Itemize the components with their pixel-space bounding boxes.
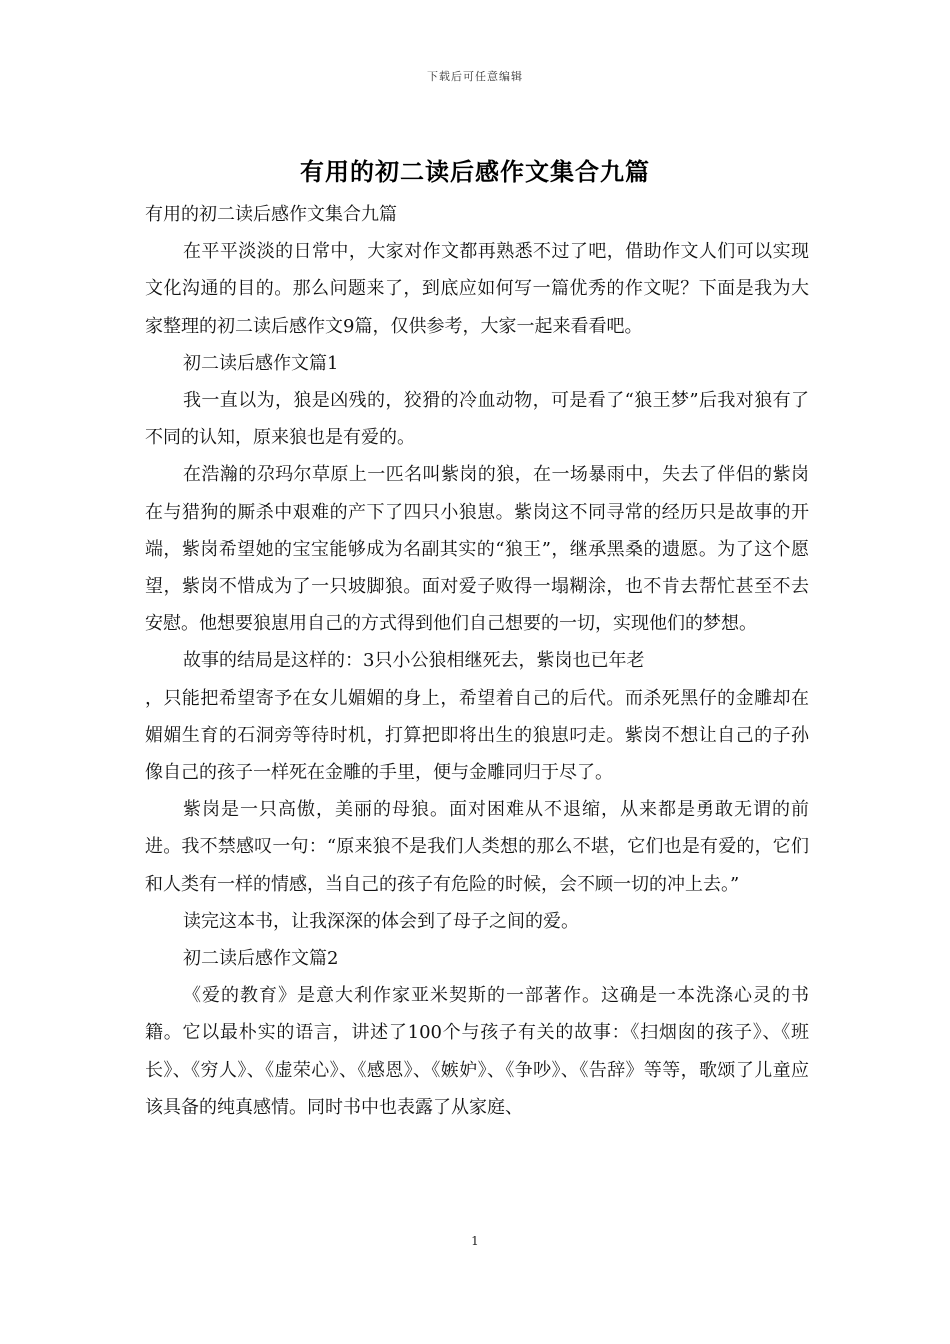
document-title: 有用的初二读后感作文集合九篇 [300, 157, 650, 186]
body-paragraph: 故事的结局是这样的：3只小公狼相继死去，紫岗也已年老 [183, 650, 645, 672]
document-body [145, 196, 809, 1126]
body-paragraph: 我一直以为，狼是凶残的，狡猾的冷血动物，可是看了“狼王梦”后我对狼有了不同的认知，原来狼也是有爱的。 [145, 390, 809, 449]
header-note: 下载后可任意编辑 [427, 70, 523, 83]
body-paragraph: 读完这本书，让我深深的体会到了母子之间的爱。 [183, 910, 579, 932]
page-number: 1 [471, 1234, 479, 1248]
body-paragraph: 《爱的教育》是意大利作家亚米契斯的一部著作。这确是一本洗涤心灵的书籍。它以最朴实的语言，讲述了100个与孩子有关的故事：《扫烟囱的孩子》、《班长》、《穷人》、《虚荣心》、《感恩》、《嫉妒》、《争吵》、《告辞》等等，歌颂了儿童应该具备的纯真感情。同时书中也表露了从家庭、 [145, 985, 809, 1118]
subtitle-paragraph: 有用的初二读后感作文集合九篇 [145, 204, 397, 225]
section-heading-2: 初二读后感作文篇2 [183, 948, 339, 970]
body-paragraph: 在浩瀚的尕玛尔草原上一匹名叫紫岗的狼，在一场暴雨中，失去了伴侣的紫岗在与猎狗的厮杀中艰难的产下了四只小狼崽。紫岗这不同寻常的经历只是故事的开端，紫岗希望她的宝宝能够成为名副其实的“狼王”，继承黑桑的遗愿。为了这个愿望，紫岗不惜成为了一只坡脚狼。面对爱子败得一塌糊涂，也不肯去帮忙甚至不去安慰。他想要狼崽用自己的方式得到他们自己想要的一切，实现他们的梦想。 [145, 464, 809, 635]
body-paragraph-continued: ，只能把希望寄予在女儿媚媚的身上，希望着自己的后代。而杀死黑仔的金雕却在媚媚生育的石洞旁等待时机，打算把即将出生的狼崽叼走。紫岗不想让自己的子孙像自己的孩子一样死在金雕的手里，便与金雕同归于尽了。 [145, 687, 809, 784]
intro-paragraph: 在平平淡淡的日常中，大家对作文都再熟悉不过了吧，借助作文人们可以实现文化沟通的目的。那么问题来了，到底应如何写一篇优秀的作文呢？下面是我为大家整理的初二读后感作文9篇，仅供参考，大家一起来看看吧。 [145, 241, 809, 337]
body-paragraph: 紫岗是一只高傲，美丽的母狼。面对困难从不退缩，从来都是勇敢无谓的前进。我不禁感叹一句：“原来狼不是我们人类想的那么不堪，它们也是有爱的，它们和人类有一样的情感，当自己的孩子有危险的时候，会不顾一切的冲上去。” [145, 799, 809, 895]
section-heading-1: 初二读后感作文篇1 [183, 352, 339, 374]
